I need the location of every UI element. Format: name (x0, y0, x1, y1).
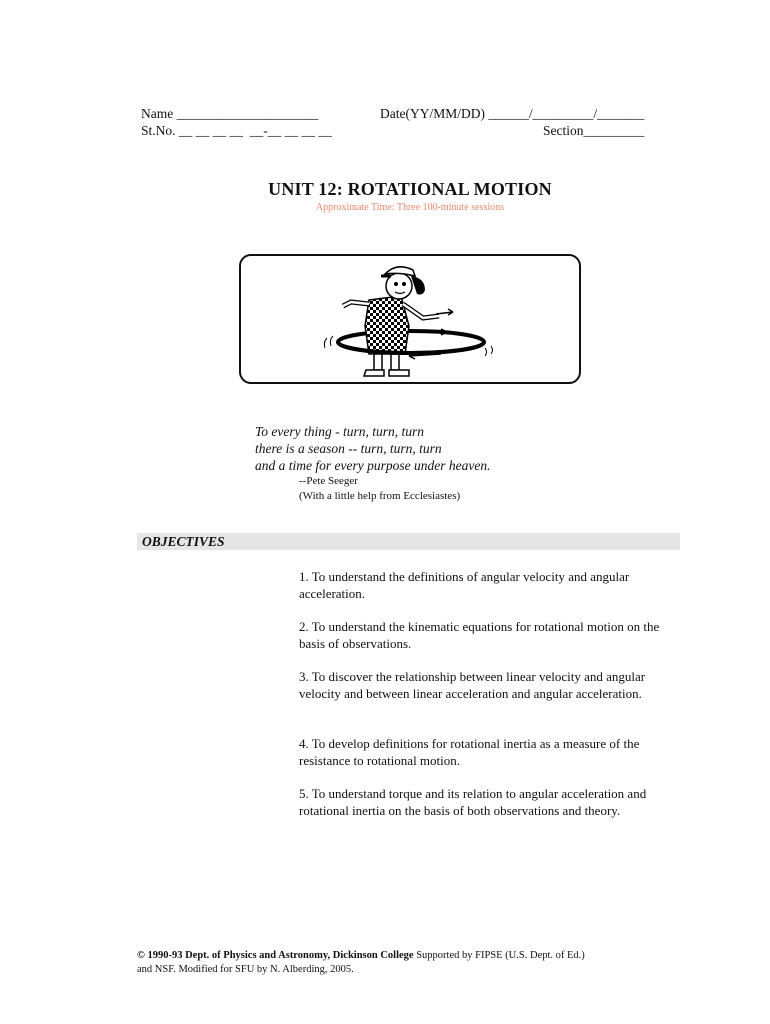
illustration-frame (239, 254, 581, 384)
objectives-heading: OBJECTIVES (142, 534, 225, 549)
footer (137, 949, 697, 977)
quote-author: --Pete Seeger (299, 475, 358, 487)
objective-item: 2. To understand the kinematic equations for rotational motion on the basis of observations. (299, 619, 660, 651)
objective-item: 5. To understand torque and its relation to angular acceleration and rotational inertia on the basis of both observations and theory. (299, 786, 647, 818)
quote-source: (With a little help from Ecclesiastes) (299, 490, 461, 502)
name-field-line: Name _____________________ (141, 106, 319, 121)
section-field-line: Section_________ (543, 123, 645, 138)
footer-support: Supported by FIPSE (U.S. Dept. of Ed.) (413, 950, 585, 961)
quote-line: there is a season -- turn, turn, turn (255, 441, 442, 456)
objective-item: 1. To understand the definitions of angular velocity and angular acceleration. (299, 569, 630, 601)
quote-line: To every thing - turn, turn, turn (255, 424, 425, 439)
hula-hoop-figure-icon (241, 256, 579, 382)
objective-item: 4. To develop definitions for rotational inertia as a measure of the resistance to rotational motion. (299, 736, 640, 768)
objective-item: 3. To discover the relationship between linear velocity and angular velocity and between linear acceleration and angular acceleration. (299, 669, 646, 701)
objectives-heading-bar (137, 533, 680, 550)
date-field-line: Date(YY/MM/DD) ______/_________/_______ (380, 106, 645, 121)
footer-copyright: © 1990-93 Dept. of Physics and Astronomy, Dickinson College (137, 950, 414, 961)
unit-title: UNIT 12: ROTATIONAL MOTION (268, 179, 552, 199)
quote-line: and a time for every purpose under heaven. (255, 458, 491, 473)
footer-modified: and NSF. Modified for SFU by N. Alberding, 2005. (137, 964, 354, 975)
student-number-field-line: St.No. __ __ __ __ __-__ __ __ __ (141, 123, 332, 138)
approximate-time: Approximate Time: Three 100-minute sessions (315, 202, 505, 213)
